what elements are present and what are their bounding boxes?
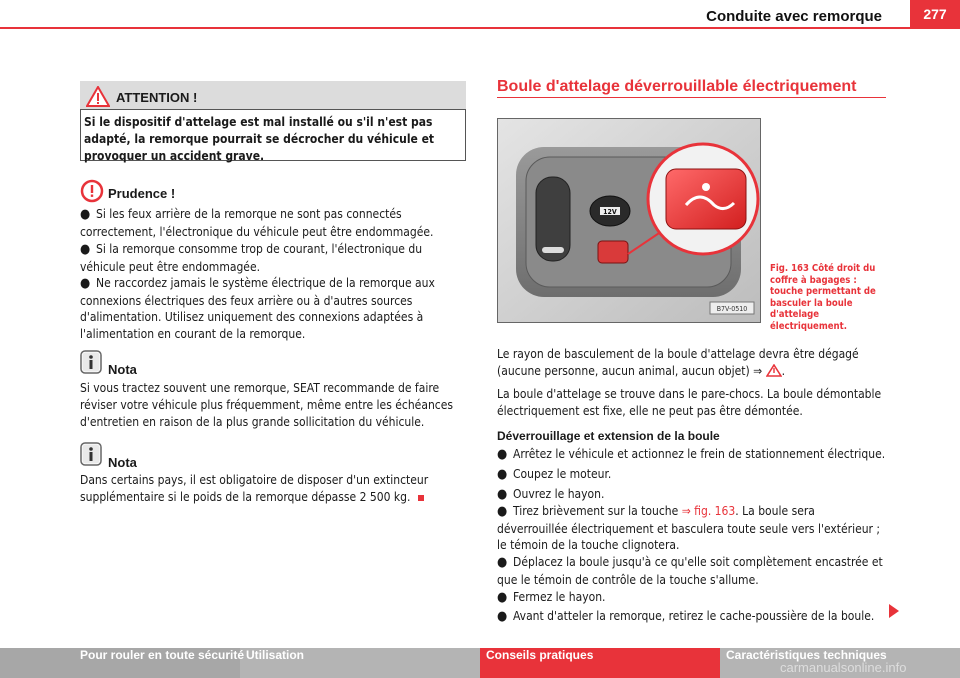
step-item: ● Arrêtez le véhicule et actionnez le frein de stationnement électrique. [497, 447, 886, 462]
step-item: ● Avant d'atteler la remorque, retirez le cache-poussière de la boule. [497, 609, 875, 624]
caution-icon [80, 179, 104, 203]
note-title: Nota [108, 362, 137, 377]
note-text: Si vous tractez souvent une remorque, SEAT recommande de faire réviser votre véhicule plus fréquemment, même entre les échéances d'entretien en raison de la plus grande sollicitation du véhicule. [80, 381, 453, 429]
caution-bullet: ● Ne raccordez jamais le système électrique de la remorque aux connexions électriques des feux arrière ou à d'autres sources d'alimentation. Utilisez uniquement des connexions adaptées à l'alimentation en courant de la remorque. [80, 276, 435, 341]
section-title: Boule d'attelage déverrouillable électriquement [497, 78, 857, 95]
warning-triangle-icon [766, 364, 782, 377]
figure-163 [497, 118, 761, 323]
caution-bullet: ● Si les feux arrière de la remorque ne sont pas connectés correctement, l'électronique du véhicule peut être endommagée. [80, 207, 434, 239]
step-item: ● Fermez le hayon. [497, 590, 606, 605]
next-page-arrow-icon[interactable] [888, 603, 900, 619]
info-icon [80, 442, 102, 466]
watermark: carmanualsonline.info [780, 660, 907, 675]
trunk-panel-illustration [498, 119, 761, 323]
footer-tab-label: Caractéristiques techniques [726, 648, 887, 662]
subheading: Déverrouillage et extension de la boule [497, 429, 720, 443]
figure-code: B7V-0510 [716, 305, 748, 313]
footer-tab-label: Pour rouler en toute sécurité [80, 648, 245, 662]
header-rule [0, 27, 960, 29]
info-icon [80, 350, 102, 374]
footer-tab-label: Conseils pratiques [486, 648, 594, 662]
step-item: ● Déplacez la boule jusqu'à ce qu'elle soit complètement encastrée et que le témoin de contrôle de la touche s'allume. [497, 555, 883, 587]
socket-label: 12V [603, 208, 617, 216]
note-title: Nota [108, 455, 137, 470]
note-text: Dans certains pays, il est obligatoire de disposer d'un extincteur supplémentaire si le poids de la remorque dépasse 2 500 kg. [80, 473, 429, 504]
figure-caption: Fig. 163 Côté droit du coffre à bagages : touche permettant de basculer la boule d'attelage électriquement. [770, 263, 876, 332]
section-rule [497, 97, 886, 98]
caution-bullet: ● Si la remorque consomme trop de courant, l'électronique du véhicule peut être endommagée. [80, 242, 423, 274]
step-item: ● Coupez le moteur. [497, 467, 612, 482]
warning-title: ATTENTION ! [116, 90, 198, 105]
paragraph: Le rayon de basculement de la boule d'attelage devra être dégagé (aucune personne, aucun animal, aucun objet) ⇒ . [497, 347, 859, 378]
running-header: Conduite avec remorque [706, 8, 882, 25]
caution-title: Prudence ! [108, 186, 176, 201]
step-item: ● Tirez brièvement sur la touche ⇒ fig. 163. La boule sera déverrouillée électriquement et basculera toute seule vers l'extérieur ; le témoin de la touche clignotera. [497, 504, 881, 552]
footer-tab-label: Utilisation [246, 648, 305, 662]
warning-text: Si le dispositif d'attelage est mal installé ou s'il n'est pas adapté, la remorque pourrait se décrocher du véhicule et provoquer un accident grave. [84, 115, 435, 163]
page-number: 277 [923, 6, 947, 22]
warning-triangle-icon [86, 86, 110, 107]
end-marker-icon [418, 495, 424, 501]
step-item: ● Ouvrez le hayon. [497, 487, 605, 502]
paragraph: La boule d'attelage se trouve dans le pare-chocs. La boule démontable électriquement est fixe, elle ne peut pas être démontée. [497, 387, 882, 418]
figure-link[interactable]: ⇒ fig. 163 [681, 504, 736, 518]
